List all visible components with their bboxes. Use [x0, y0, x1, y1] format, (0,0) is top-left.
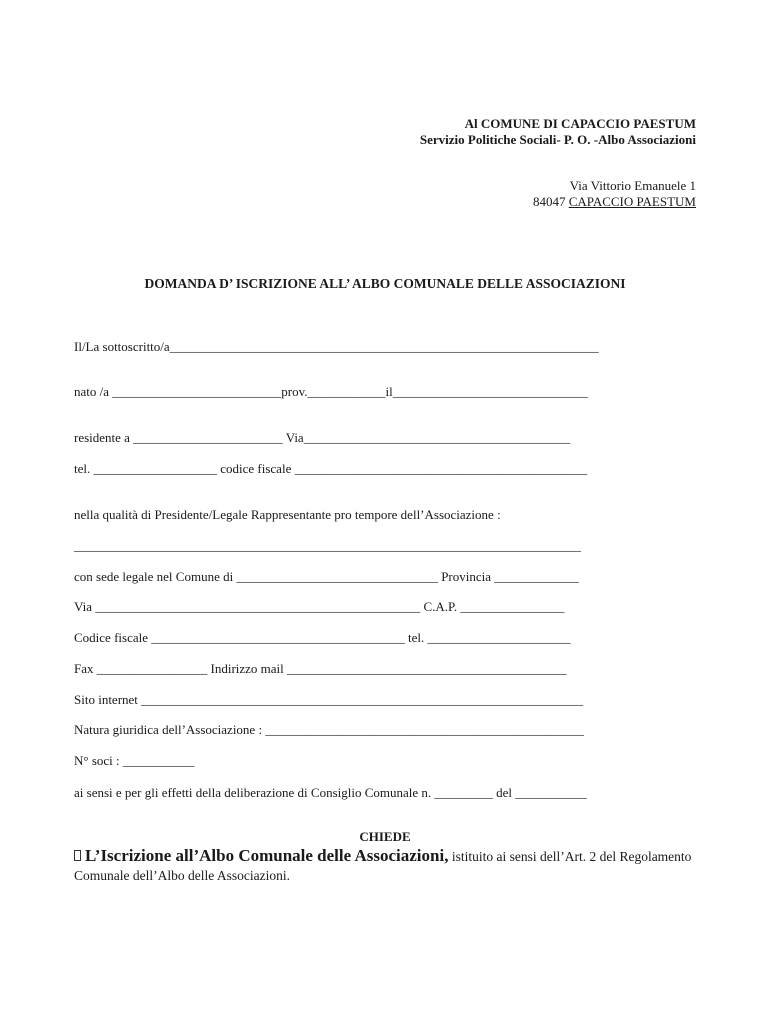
- field-nato[interactable]: nato /a __________________________prov.____________il______________________________: [74, 384, 588, 399]
- field-qualita-label: nella qualità di Presidente/Legale Rappresentante pro tempore dell’Associazione :: [74, 507, 501, 522]
- chiede-heading: CHIEDE: [359, 829, 411, 844]
- field-sottoscritto[interactable]: Il/La sottoscritto/a__________________________________________________________________: [74, 339, 599, 354]
- field-associazione-name[interactable]: ______________________________________________________________________________: [74, 538, 581, 553]
- postcode: 84047: [532, 194, 566, 209]
- recipient-line: Al COMUNE DI CAPACCIO PAESTUM: [464, 116, 696, 131]
- field-tel-codice-fiscale[interactable]: tel. ___________________ codice fiscale _____________________________________________: [74, 461, 588, 476]
- field-fax-mail[interactable]: Fax _________________ Indirizzo mail ___________________________________________: [74, 661, 567, 676]
- field-sito-internet[interactable]: Sito internet ____________________________________________________________________: [74, 692, 584, 707]
- field-codice-fiscale-tel[interactable]: Codice fiscale _______________________________________ tel. ______________________: [74, 630, 571, 645]
- street-line: Via Vittorio Emanuele 1: [569, 178, 696, 193]
- field-residente[interactable]: residente a _______________________ Via_________________________________________: [74, 430, 571, 445]
- document-title: DOMANDA D’ ISCRIZIONE ALL’ ALBO COMUNALE DELLE ASSOCIAZIONI: [144, 276, 626, 291]
- request-rest-text: istituito ai sensi dell’Art. 2 del Regolamento Comunale dell’Albo delle Associazioni.: [74, 849, 692, 883]
- city-line: [533, 194, 696, 210]
- city-name: CAPACCIO PAESTUM: [568, 194, 696, 209]
- field-natura-giuridica[interactable]: Natura giuridica dell’Associazione : _________________________________________________: [74, 722, 584, 737]
- checkbox-icon[interactable]: [74, 850, 81, 861]
- field-soci[interactable]: N° soci : ___________: [74, 753, 195, 768]
- office-line: Servizio Politiche Sociali- P. O. -Albo Associazioni: [419, 132, 696, 147]
- request-paragraph: [74, 846, 704, 885]
- field-via-cap[interactable]: Via __________________________________________________ C.A.P. ________________: [74, 599, 565, 614]
- request-bold-text: L’Iscrizione all’Albo Comunale delle Associazioni,: [85, 846, 449, 865]
- field-sede-legale[interactable]: con sede legale nel Comune di _______________________________ Provincia _____________: [74, 569, 579, 584]
- field-deliberazione[interactable]: ai sensi e per gli effetti della deliberazione di Consiglio Comunale n. _________ del ___________: [74, 785, 587, 800]
